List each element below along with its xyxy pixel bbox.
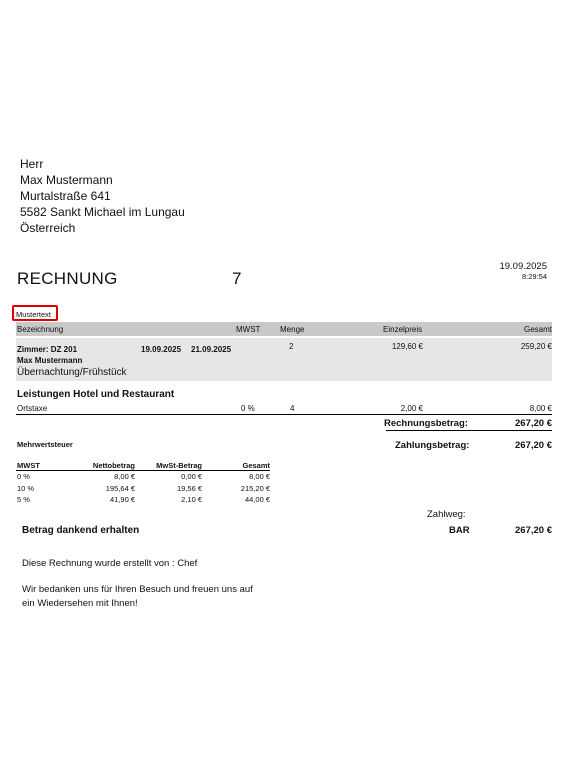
tax-row-0-gesamt: 8,00 € [249, 472, 270, 481]
tax-col-netto: Nettobetrag [92, 461, 135, 470]
tax-row-0-mwst: 0,00 € [181, 472, 202, 481]
room-label: Zimmer: DZ 201 [17, 345, 78, 354]
header-einzelpreis: Einzelpreis [383, 325, 423, 334]
payment-amount: 267,20 € [515, 525, 552, 536]
room-arrival: 19.09.2025 [141, 345, 182, 354]
address-city: 5582 Sankt Michael im Lungau [20, 205, 185, 219]
header-mwst: MWST [236, 325, 261, 334]
invoice-title: RECHNUNG [17, 269, 118, 288]
zahlweg-label: Zahlweg: [427, 509, 466, 520]
zahlungsbetrag-value: 267,20 € [515, 440, 552, 451]
tax-row-1-mwst: 19,56 € [176, 484, 202, 493]
address-name: Max Mustermann [20, 173, 113, 187]
header-bezeichnung: Bezeichnung [17, 325, 64, 334]
tax-heading: Mehrwertsteuer [17, 440, 73, 449]
tax-row-1-rate: 10 % [17, 484, 35, 493]
room-departure: 21.09.2025 [191, 345, 232, 354]
payment-method: BAR [449, 525, 470, 536]
room-gesamt: 259,20 € [520, 342, 552, 351]
service-item-gesamt: 8,00 € [529, 404, 552, 413]
tax-header-line [16, 470, 270, 471]
created-by-text: Diese Rechnung wurde erstellt von : Chef [22, 558, 198, 569]
service-item-menge: 4 [290, 404, 295, 413]
address-country: Österreich [20, 221, 76, 235]
invoice-note: Mustertext [16, 310, 52, 319]
room-guest: Max Mustermann [17, 356, 83, 365]
tax-row-1-gesamt: 215,20 € [240, 484, 270, 493]
thanks-line-2: ein Wiedersehen mit Ihnen! [22, 598, 138, 609]
tax-row-2-mwst: 2,10 € [181, 495, 202, 504]
tax-row-1-netto: 195,64 € [105, 484, 135, 493]
tax-row-2-gesamt: 44,00 € [244, 495, 270, 504]
header-menge: Menge [280, 325, 305, 334]
address-salutation: Herr [20, 157, 44, 171]
room-service: Übernachtung/Frühstück [17, 367, 127, 378]
divider-line [16, 414, 552, 415]
tax-row-2-netto: 41,90 € [109, 495, 135, 504]
tax-col-mwst-betrag: MwSt-Betrag [156, 461, 202, 470]
invoice-number: 7 [232, 269, 242, 288]
service-item-einzelpreis: 2,00 € [400, 404, 423, 413]
tax-col-mwst: MWST [17, 461, 40, 470]
room-menge: 2 [289, 342, 294, 351]
tax-col-gesamt: Gesamt [242, 461, 270, 470]
header-gesamt: Gesamt [524, 325, 553, 334]
payment-received: Betrag dankend erhalten [22, 525, 140, 536]
tax-row-0-rate: 0 % [17, 472, 30, 481]
tax-row-2-rate: 5 % [17, 495, 30, 504]
tax-row-0-netto: 8,00 € [114, 472, 135, 481]
zahlungsbetrag-label: Zahlungsbetrag: [395, 440, 470, 451]
rechnungsbetrag-label: Rechnungsbetrag: [384, 418, 468, 429]
recipient-address [20, 156, 185, 236]
service-item-label: Ortstaxe [17, 404, 48, 413]
room-einzelpreis: 129,60 € [391, 342, 423, 351]
rechnungsbetrag-value: 267,20 € [515, 418, 552, 429]
total-underline [386, 430, 552, 431]
address-street: Murtalstraße 641 [20, 189, 111, 203]
invoice-time: 8:29:54 [521, 272, 547, 281]
thanks-line-1: Wir bedanken uns für Ihren Besuch und freuen uns auf [22, 584, 253, 595]
invoice-date: 19.09.2025 [499, 261, 547, 272]
services-heading: Leistungen Hotel und Restaurant [17, 389, 175, 400]
service-item-mwst: 0 % [241, 404, 255, 413]
